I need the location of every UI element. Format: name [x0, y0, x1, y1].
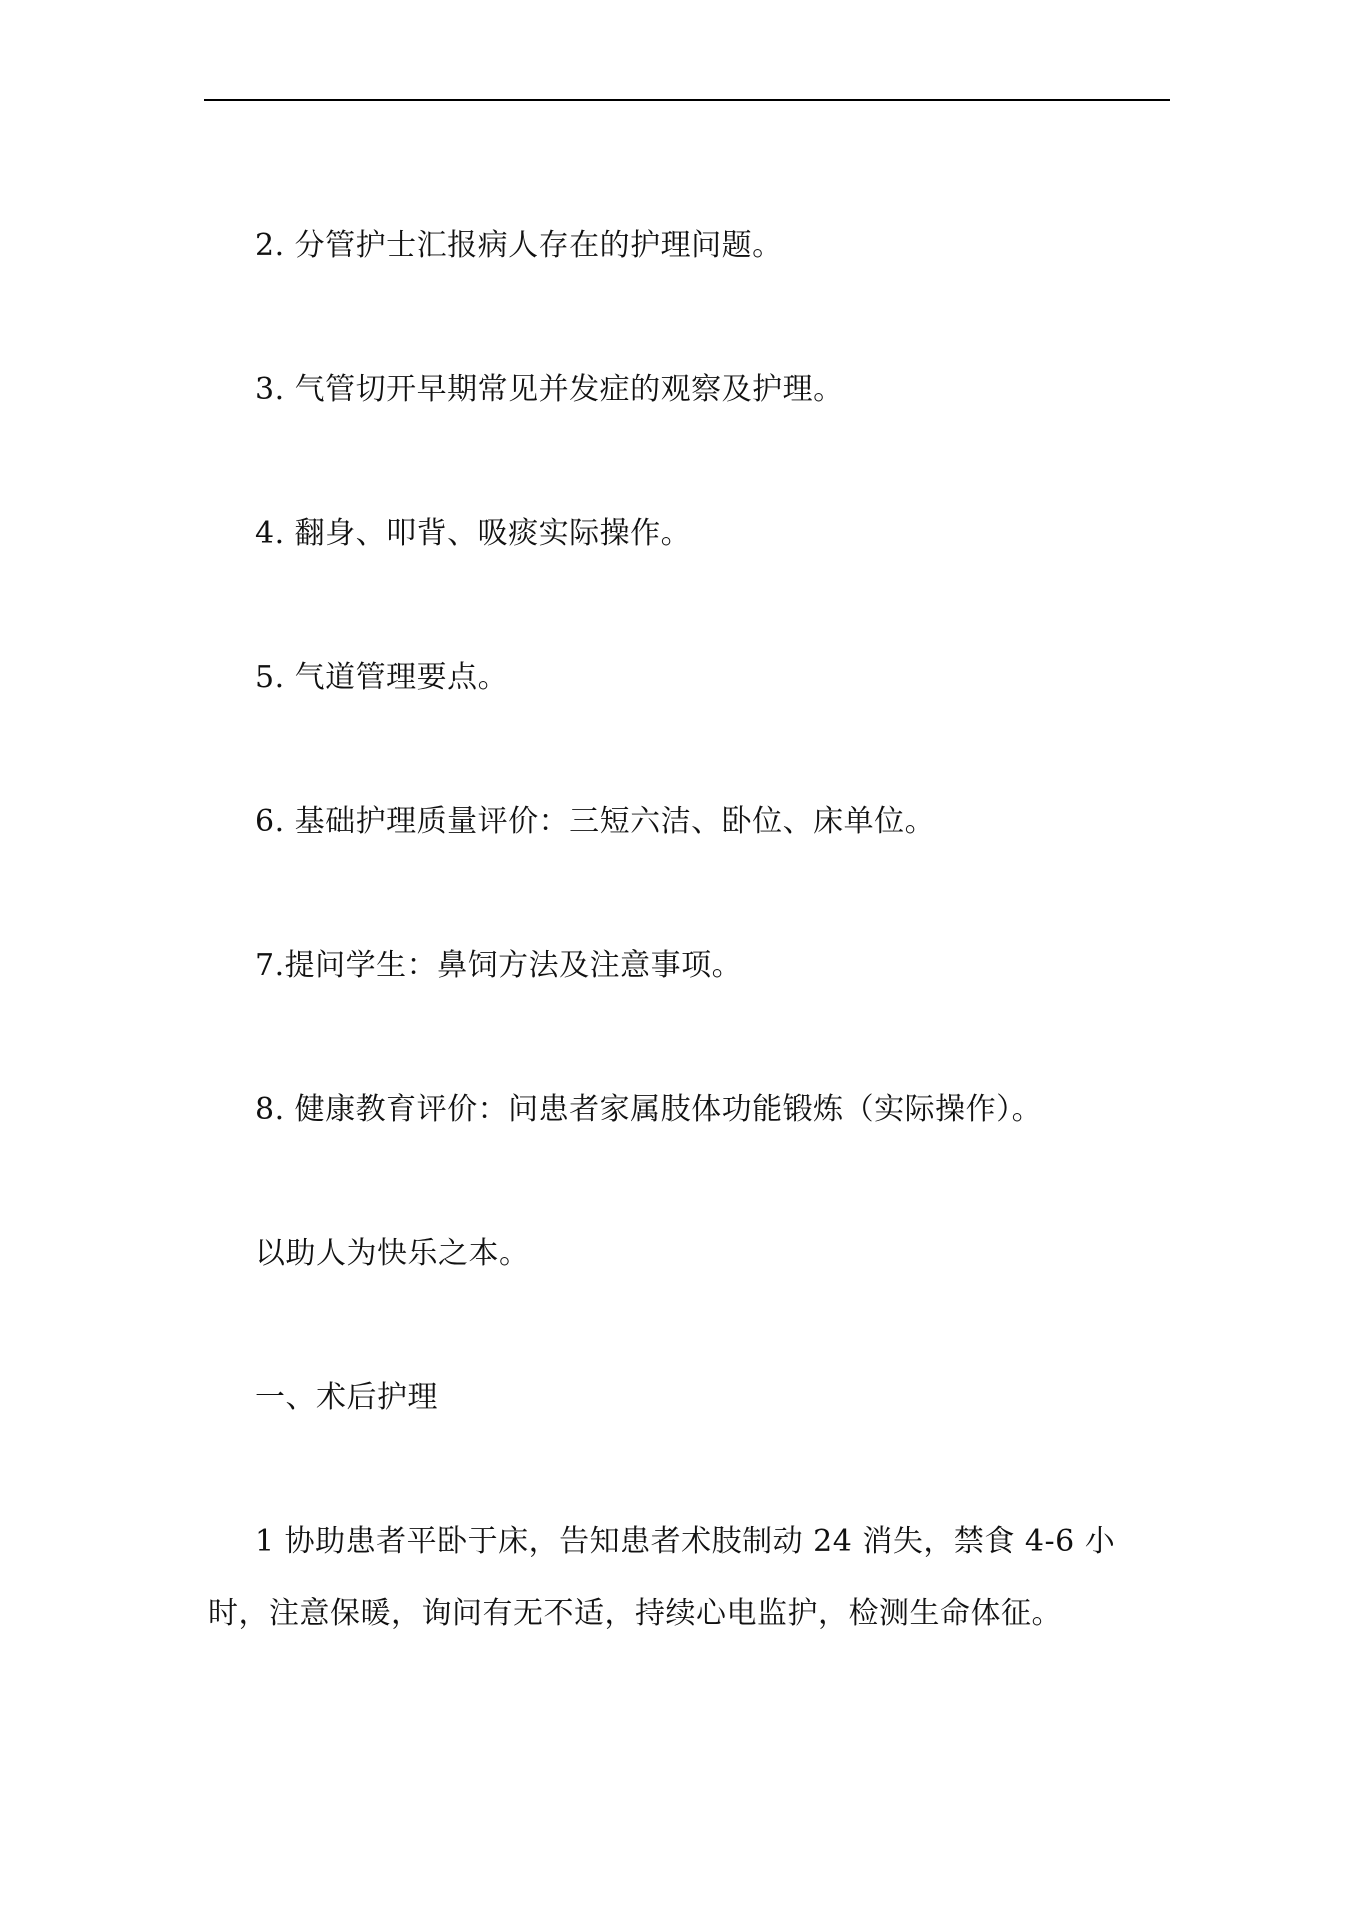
paragraph-item-6: 6. 基础护理质量评价：三短六洁、卧位、床单位。 [255, 804, 936, 839]
paragraph-postop-care: 1 协助患者平卧于床，告知患者术肢制动 24 消失，禁食 4-6 小时，注意保暖，询问有无不适，持续心电监护，检测生命体征。 [208, 1524, 1116, 1631]
section-heading: 一、术后护理 [255, 1380, 438, 1415]
paragraph-item-4: 4. 翻身、叩背、吸痰实际操作。 [255, 516, 692, 551]
paragraph-item-8: 8. 健康教育评价：问患者家属肢体功能锻炼（实际操作）。 [255, 1092, 1043, 1127]
paragraph-motto: 以助人为快乐之本。 [255, 1236, 530, 1271]
paragraph-item-5: 5. 气道管理要点。 [255, 660, 509, 695]
paragraph-item-7: 7.提问学生：鼻饲方法及注意事项。 [255, 948, 743, 983]
paragraph-item-3: 3. 气管切开早期常见并发症的观察及护理。 [255, 372, 844, 407]
paragraph-item-2: 2. 分管护士汇报病人存在的护理问题。 [255, 228, 783, 263]
